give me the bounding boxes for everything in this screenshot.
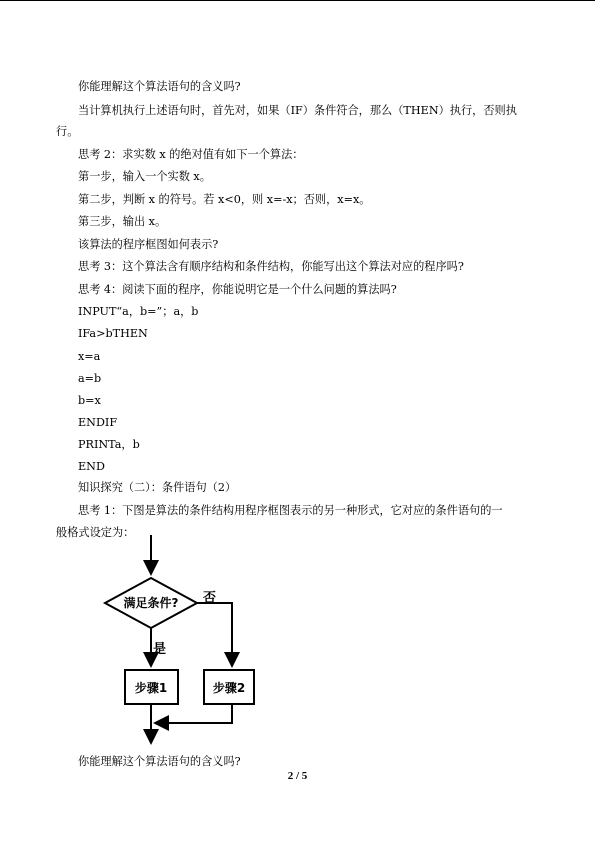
text-line-1: 你能理解这个算法语句的含义吗? — [78, 80, 241, 93]
flowchart — [90, 530, 290, 750]
text-line-2: 当计算机执行上述语句时，首先对，如果（IF）条件符合，那么（THEN）执行，否则执 — [78, 104, 517, 117]
text-line-13: 你能理解这个算法语句的含义吗? — [78, 755, 241, 768]
text-line-5: 第一步，输入一个实数 x。 — [78, 170, 211, 183]
page-top-rule — [0, 0, 595, 1]
code-line-1: INPUT“a，b=”；a，b — [78, 305, 199, 318]
step2-label: 步骤2 — [212, 681, 246, 695]
code-line-3: x=a — [78, 350, 101, 363]
code-line-6: ENDIF — [78, 416, 118, 429]
text-line-4: 思考 2：求实数 x 的绝对值有如下一个算法： — [78, 148, 304, 161]
yes-label: 是 — [153, 642, 167, 657]
code-line-4: a=b — [78, 372, 102, 385]
merge-arrow — [155, 704, 232, 723]
text-line-12: 般格式设定为： — [56, 526, 135, 539]
text-line-9: 思考 3：这个算法含有顺序结构和条件结构，你能写出这个算法对应的程序吗? — [78, 260, 464, 273]
text-line-11: 思考 1：下图是算法的条件结构用程序框图表示的另一种形式，它对应的条件语句的一 — [78, 504, 503, 517]
text-line-7: 第三步，输出 x。 — [78, 215, 167, 228]
condition-label: 满足条件? — [123, 596, 179, 610]
step1-label: 步骤1 — [134, 681, 168, 695]
text-line-10: 思考 4：阅读下面的程序，你能说明它是一个什么问题的算法吗? — [78, 283, 397, 296]
code-line-7: PRINTa，b — [78, 438, 140, 451]
section-heading: 知识探究（二）：条件语句（2） — [78, 481, 237, 494]
no-label: 否 — [203, 591, 217, 606]
no-arrow — [197, 603, 232, 666]
code-line-2: IFa>bTHEN — [78, 327, 148, 340]
text-line-6: 第二步，判断 x 的符号。若 x<0，则 x=-x；否则，x=x。 — [78, 193, 371, 206]
code-line-8: END — [78, 460, 105, 473]
text-line-3: 行。 — [56, 125, 79, 138]
text-line-8: 该算法的程序框图如何表示? — [78, 238, 219, 251]
page-number: 2 / 5 — [287, 770, 308, 782]
code-line-5: b=x — [78, 394, 101, 407]
